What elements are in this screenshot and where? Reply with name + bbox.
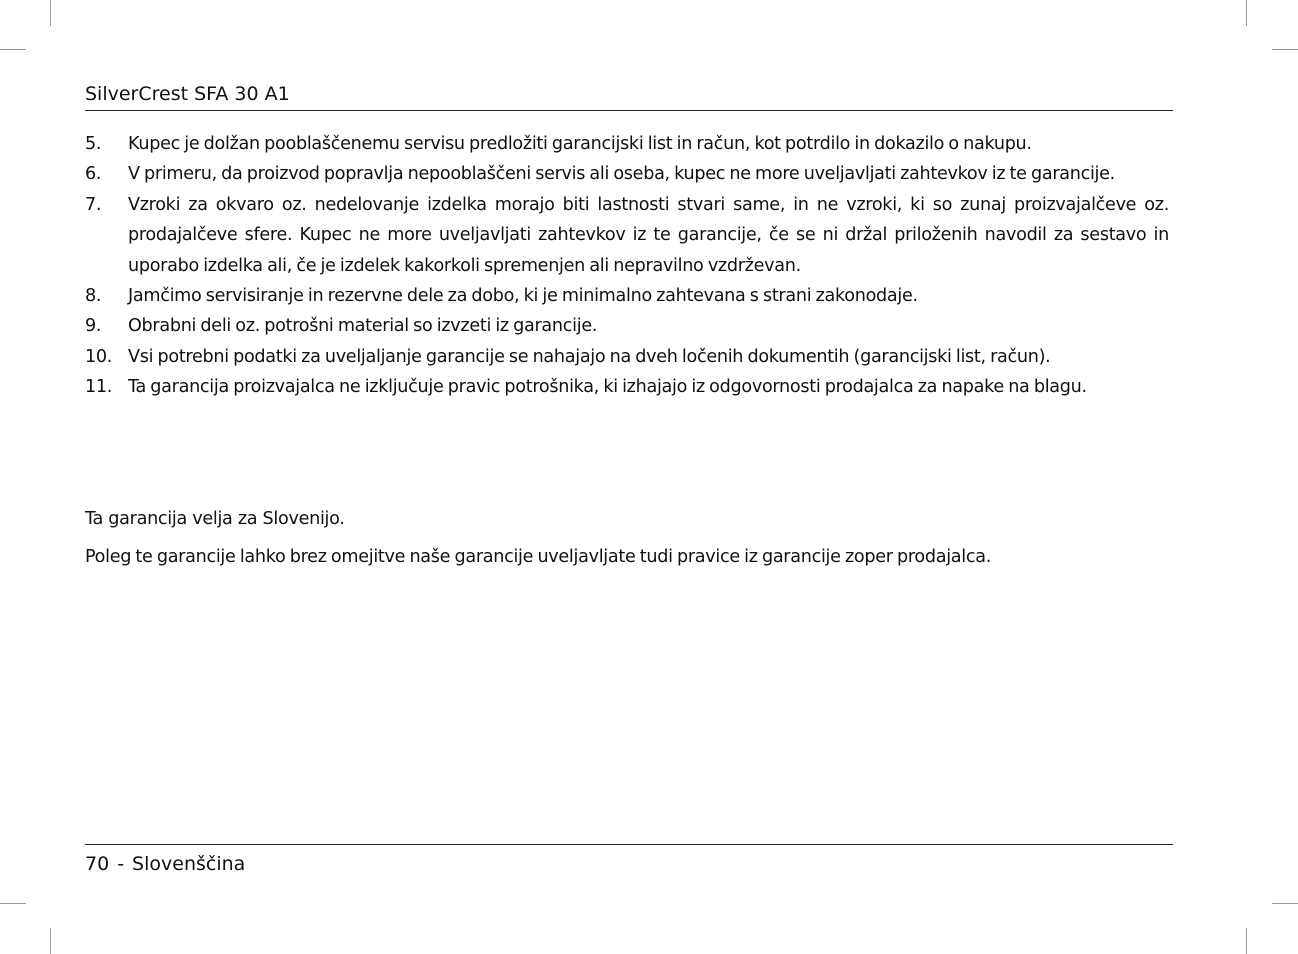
page-header-title: SilverCrest SFA 30 A1 [85, 83, 290, 105]
crop-mark-top-right [1246, 0, 1247, 26]
list-item-text: V primeru, da proizvod popravlja nepooblaščeni servis ali oseba, kupec ne more uveljavljati zahtevkov iz te garancije. [128, 164, 1115, 185]
list-item-number: 6. [85, 164, 102, 185]
list-item [85, 190, 1169, 281]
crop-mark-bottom-left [50, 928, 51, 954]
page-footer [85, 851, 245, 877]
list-item [85, 342, 1169, 372]
warranty-terms [85, 129, 1169, 403]
footer-language: Slovenščina [132, 853, 246, 875]
crop-mark-bottom-right [1246, 928, 1247, 954]
list-item-text: Kupec je dolžan pooblaščenemu servisu predložiti garancijski list in račun, kot potrdilo in dokazilo o nakupu. [128, 134, 1032, 154]
list-item-number: 10. [85, 346, 113, 367]
validity-paragraph: Ta garancija velja za Slovenijo. [85, 509, 345, 529]
list-item [85, 311, 1169, 341]
footer-rule [85, 844, 1173, 845]
list-item-number: 9. [85, 316, 102, 337]
list-item [85, 129, 1169, 159]
list-item-number: 5. [85, 134, 102, 154]
terms-list [85, 129, 1169, 403]
crop-mark-top-right-h [1272, 49, 1298, 50]
crop-mark-bottom-right-h [1272, 903, 1298, 904]
page-number: 70 [85, 853, 110, 875]
header-rule [85, 110, 1173, 111]
footer-separator: - [117, 853, 125, 875]
list-item-number: 8. [85, 286, 102, 307]
crop-mark-top-left-h [0, 49, 26, 50]
list-item-text: Vzroki za okvaro oz. nedelovanje izdelka morajo biti lastnosti stvari same, in ne vzroki, ki so zunaj proizvajalčeve oz. prodajalčeve sfere. Kupec ne more uveljavljati zahtevkov iz te garancije, če se ni držal priloženih navodil za sestavo in uporabo izdelka ali, če je izdelek kakorkoli spremenjen ali nepravilno vzdrževan. [128, 194, 1169, 276]
list-item-text: Vsi potrebni podatki za uveljaljanje garancije se nahajajo na dveh ločenih dokumentih (garancijski list, račun). [128, 346, 1051, 367]
crop-mark-bottom-left-h [0, 903, 26, 904]
list-item-number: 11. [85, 377, 113, 398]
additional-rights-paragraph: Poleg te garancije lahko brez omejitve naše garancije uveljavljate tudi pravice iz garancije zoper prodajalca. [85, 547, 991, 567]
list-item [85, 372, 1169, 402]
list-item-text: Obrabni deli oz. potrošni material so izvzeti iz garancije. [128, 316, 598, 337]
list-item [85, 281, 1169, 311]
crop-mark-top-left [50, 0, 51, 26]
list-item-text: Ta garancija proizvajalca ne izključuje pravic potrošnika, ki izhajajo iz odgovornosti prodajalca za napake na blagu. [128, 377, 1087, 398]
list-item-text: Jamčimo servisiranje in rezervne dele za dobo, ki je minimalno zahtevana s strani zakonodaje. [128, 286, 918, 307]
list-item [85, 159, 1169, 189]
list-item-number: 7. [85, 194, 102, 215]
